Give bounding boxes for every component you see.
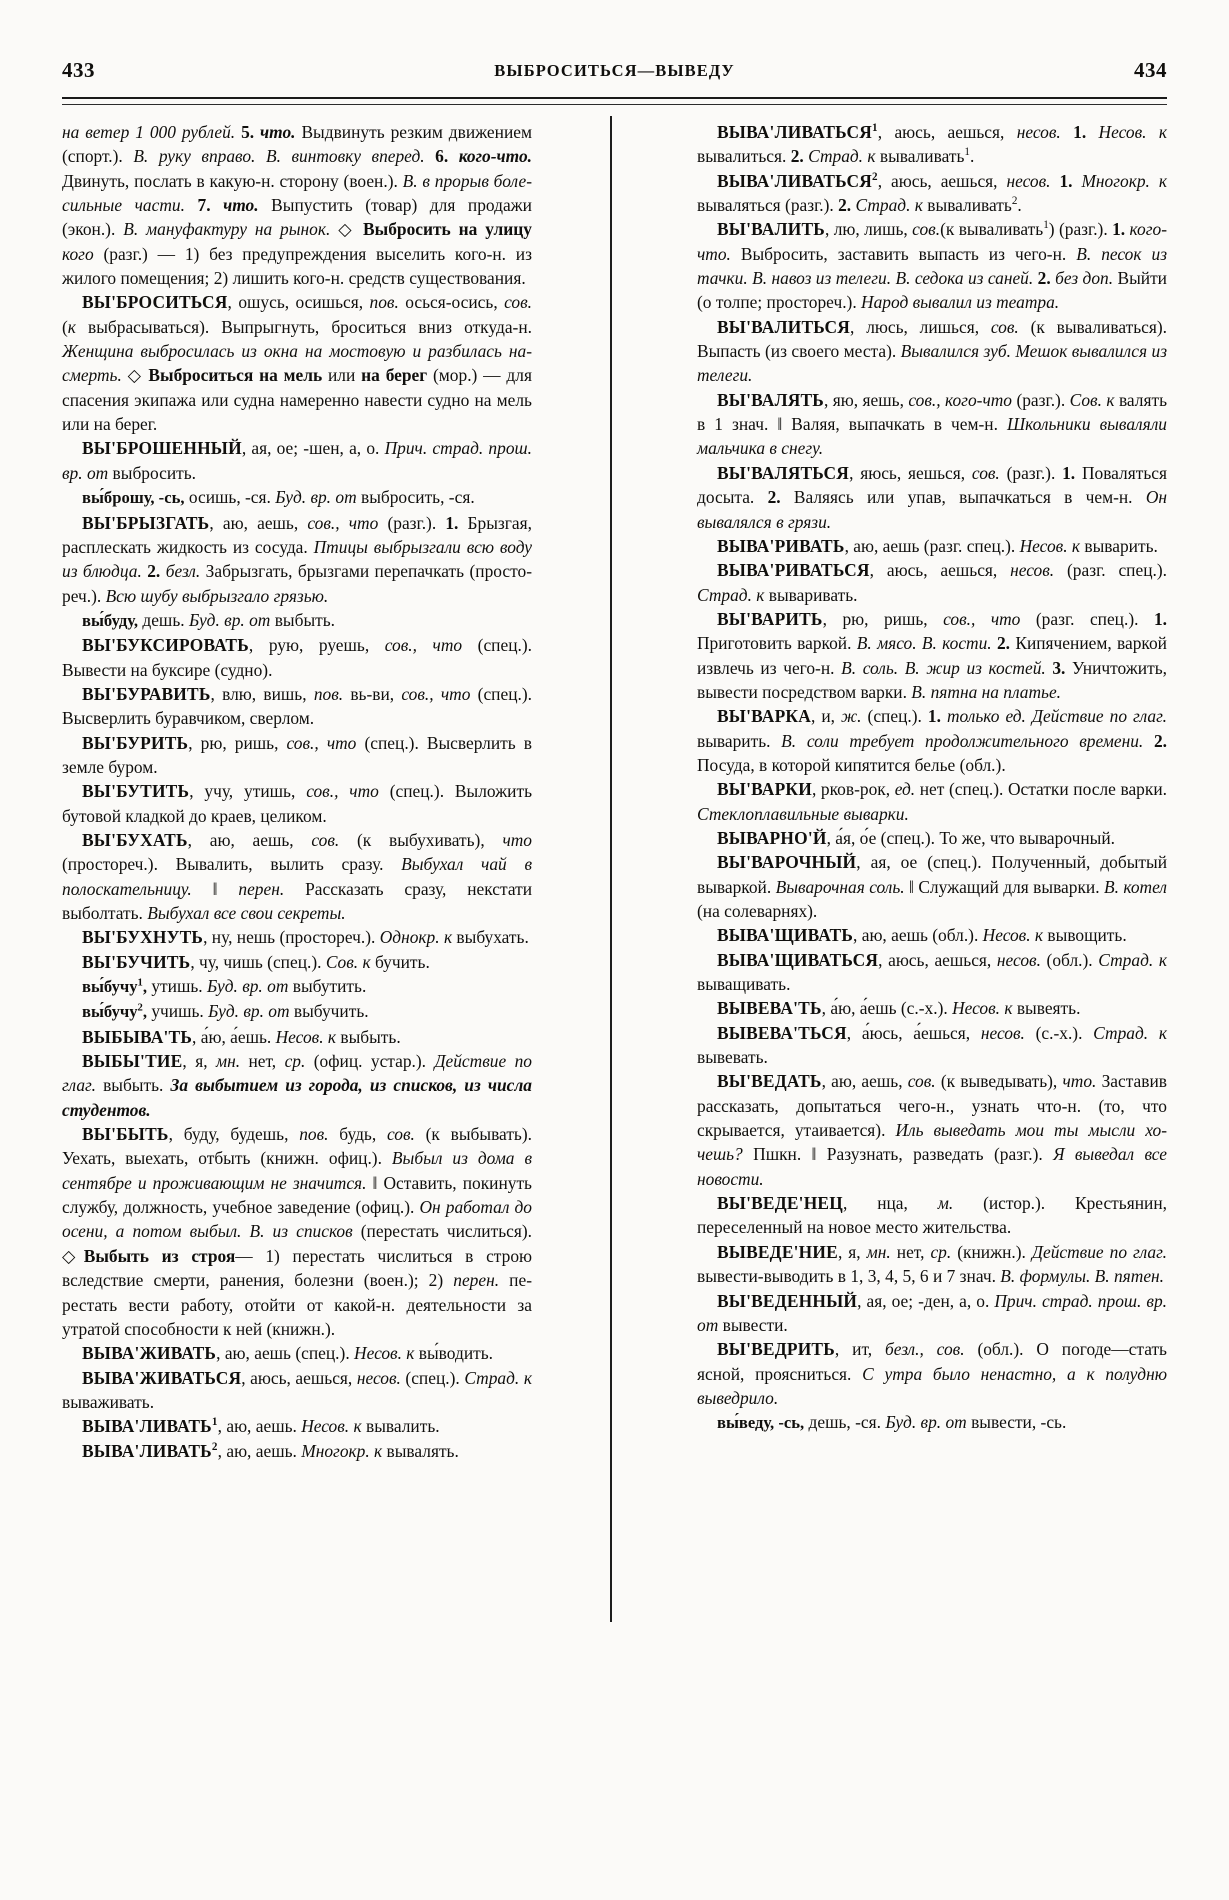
dictionary-entry: ВЫБЫ'ТИЕ, я, мн. нет, ср. (офиц. устар.). Действие по глаг. выбыть. За выбытием из города, из списков, из числа студентов. — [62, 1051, 532, 1120]
running-head: ВЫБРОСИТЬСЯ—ВЫВЕДУ — [494, 61, 735, 80]
page-header — [62, 58, 1167, 92]
column-divider — [532, 120, 697, 1760]
dictionary-entry: ВЫВА'ЖИВАТЬ, аю, аешь (спец.). Несов. к вы́водить. — [82, 1343, 494, 1364]
dictionary-entry: ВЫ'ВАРКИ, рков-рок, ед. нет (спец.). Остатки после варки. Стеклоплавильные выварки. — [697, 779, 1167, 824]
dictionary-entry: ВЫВА'РИВАТЬ, аю, аешь (разг. спец.). Несов. к выварить. — [717, 535, 1158, 556]
dictionary-entry: ВЫВА'ЩИВАТЬСЯ, аюсь, аешься, несов. (обл.). Страд. к выващивать. — [697, 949, 1167, 995]
dictionary-entry: ВЫ'ВАЛЯТЬСЯ, яюсь, яешься, сов. (разг.). 1. Поваляться досыта. 2. Валяясь или упав, выпачкаться в чем-н. Он вывалялся в грязи. — [697, 462, 1168, 532]
dictionary-entry: ВЫ'БУРАВИТЬ, влю, вишь, пов. вь-ви, сов., что (спец.). Высверлить буравчиком, сверлом. — [62, 683, 532, 729]
dictionary-entry: ВЫВЕВА'ТЬ, а́ю, а́ешь (с.-х.). Несов. к вывеять. — [717, 998, 1081, 1019]
dictionary-entry: ВЫ'БРОСИТЬСЯ, ошусь, осишься, пов. осься-осись, сов. (к выбрасываться). Выпрыгнуть, броситься вниз откуда-н. Женщина выбросилась из окна на мостовую и разбилась насмерть. ◇ Выброситься на мель или на берег (мор.) — для спасения экипажа или судна намеренно навести судно на мель или на берег. — [62, 292, 533, 435]
dictionary-entry: ВЫ'ВАЛЯТЬ, яю, яешь, сов., кого-что (разг.). Сов. к валять в 1 знач. ‖ Валяя, выпачкать в чем-н. Школьники вываляли мальчика в снегу. — [697, 389, 1168, 459]
dictionary-entry: ВЫ'ВЕДАТЬ, аю, аешь, сов. (к выведывать), что. Заставив рассказать, допытаться чего-н., узнать что-н. (то, что скрывается, утаивается). Иль выведать мои ты мысли хочешь? Пшкн. ‖ Разузнать, разведать (разг.). Я выведал все новости. — [697, 1071, 1168, 1189]
dictionary-entry: ВЫВА'ЛИВАТЬ$^2$, аю, аешь. Многокр. к вывалять. — [82, 1440, 459, 1461]
dictionary-entry: ВЫ'ВАЛИТЬ, лю, лишь, сов.(к вываливать$^1$) (разг.). 1. кого-что. Выбросить, заставить выпасть из чего-н. В. песок из тачки. В. навоз из телеги. В. седока из саней. 2. без доп. Выйти (о толпе; простореч.). Народ вывалил из театра. — [697, 219, 1167, 313]
folio-right: 434 — [1134, 58, 1167, 82]
dictionary-entry: ВЫ'БЫТЬ, буду, будешь, пов. будь, сов. (к выбывать). Уехать, выехать, отбыть (книжн. офиц.). Выбыл из дома в сентябре и проживающим не значится. ‖ Оставить, покинуть службу, должность, учебное заведение (офиц.). Он работал до осени, а потом выбыл. В. из списков (перестать числиться). ◇Выбыть из строя— 1) перестать числиться в строю вследствие смерти, ранения, болезни (воен.); 2) перен. перестать вести работу, отойти от какой-н. деятельности за утратой способности к ней (книжн.). — [62, 1124, 533, 1339]
dictionary-entry: ВЫ'ВАРОЧНЫЙ, ая, ое (спец.). Полученный, добытый вываркой. Выварочная соль. ‖ Служащий для выварки. В. котел (на солеварнях). — [697, 852, 1167, 921]
dictionary-entry: ВЫВА'ЖИВАТЬСЯ, аюсь, аешься, несов. (спец.). Страд. к вываживать. — [62, 1367, 532, 1412]
dictionary-entry: ВЫВЕДЕ'НИЕ, я, мн. нет, ср. (книжн.). Действие по глаг. вывести-выводить в 1, 3, 4, 5, 6 и 7 знач. В. формулы. В. пятен. — [697, 1241, 1168, 1287]
dictionary-entry: ВЫ'ВАРКА, и, ж. (спец.). 1. только ед. Действие по глаг. выварить. В. соли требует продолжительного времени. 2. Посуда, в которой кипятится белье (обл.). — [697, 706, 1167, 775]
dictionary-entry: ВЫВА'ЛИВАТЬСЯ$^2$, аюсь, аешься, несов. 1. Многокр. к вываляться (разг.). 2. Страд. к вываливать$^2$. — [697, 170, 1167, 216]
header-rule — [62, 97, 1167, 105]
dictionary-entry: ВЫВА'ЛИВАТЬ$^1$, аю, аешь. Несов. к вывалить. — [82, 1416, 440, 1437]
dictionary-entry: вы́бучу$^2$, учишь. Буд. вр. от выбучить. — [82, 1001, 369, 1022]
dictionary-entry: ВЫ'БУЧИТЬ, чу, чишь (спец.). Сов. к бучить. — [82, 951, 430, 972]
dictionary-entry: ВЫВА'РИВАТЬСЯ, аюсь, аешься, несов. (разг. спец.). Страд. к вываривать. — [697, 560, 1167, 605]
dictionary-entry: вы́бучу$^1$, утишь. Буд. вр. от выбутить. — [82, 976, 367, 997]
dictionary-entry: ВЫ'БУРИТЬ, рю, ришь, сов., что (спец.). Высверлить в земле буром. — [62, 732, 532, 777]
dictionary-entry: вы́буду, дешь. Буд. вр. от выбыть. — [82, 609, 336, 630]
dictionary-entry: вы́брошу, -сь, осишь, -ся. Буд. вр. от выбросить, -ся. — [82, 487, 475, 508]
dictionary-entry: ВЫВАРНО'Й, а́я, о́е (спец.). То же, что выварочный. — [717, 827, 1115, 848]
dictionary-entry: вы́веду, -сь, дешь, -ся. Буд. вр. от вывести, -сь. — [717, 1412, 1067, 1433]
dictionary-entry: ВЫВЕВА'ТЬСЯ, а́юсь, а́ешься, несов. (с.-х.). Страд. к вывевать. — [697, 1022, 1167, 1068]
dictionary-entry: ВЫВА'ЛИВАТЬСЯ$^1$, аюсь, аешься, несов. 1. Несов. к вывалиться. 2. Страд. к вываливать$^1$. — [697, 122, 1167, 167]
dictionary-entry: ВЫБЫВА'ТЬ, а́ю, а́ешь. Несов. к выбыть. — [82, 1026, 401, 1047]
dictionary-entry: ВЫ'ВЕДЕ'НЕЦ, нца, м. (истор.). Крестьянин, переселенный на новое место жительства. — [697, 1193, 1167, 1238]
dictionary-entry: ВЫ'ВАЛИТЬСЯ, люсь, лишься, сов. (к вываливаться). Выпасть (из своего места). Вывалился зуб. Мешок вывалился из телеги. — [697, 316, 1168, 386]
folio-left: 433 — [62, 58, 95, 82]
dictionary-entry: ВЫ'ВАРИТЬ, рю, ришь, сов., что (разг. спец.). 1. Приготовить варкой. В. мясо. В. кости. 2. Кипячением, варкой извлечь из чего-н. В. соль. В. жир из костей. 3. Уничтожить, вывести посредством варки. В. пятна на платье. — [697, 608, 1167, 702]
column-container — [62, 120, 1167, 1760]
dictionary-entry: ВЫВА'ЩИВАТЬ, аю, аешь (обл.). Несов. к вывощить. — [717, 925, 1127, 946]
dictionary-entry: ВЫ'БУКСИРОВАТЬ, рую, руешь, сов., что (спец.). Вывести на буксире (судно). — [62, 635, 532, 680]
dictionary-entry: ВЫ'ВЕДЕННЫЙ, ая, ое; -ден, а, о. Прич. страд. прош. вр. от вывести. — [697, 1290, 1167, 1335]
dictionary-entry: ВЫ'БРОШЕННЫЙ, ая, ое; -шен, а, о. Прич. страд. прош. вр. от выбросить. — [62, 438, 532, 483]
dictionary-entry: ВЫ'БУТИТЬ, учу, утишь, сов., что (спец.). Выложить бутовой кладкой до краев, целиком. — [62, 781, 533, 826]
dictionary-entry: на ветер 1 000 рублей. 5. что. Выдвинуть резким движением (спорт.). В. руку вправо. В. винтовку вперед. 6. кого-что. Двинуть, послать в какую-н. сторону (воен.). В. в прорыв болесильные части. 7. что. Выпустить (товар) для продажи (экон.). В. мануфактуру на рынок. ◇ Выбросить на улицу кого (разг.) — 1) без предупреждения выселить кого-н. из жилого помещения; 2) лишить кого-н. средств существования. — [62, 122, 532, 289]
dictionary-entry: ВЫ'ВЕДРИТЬ, ит, безл., сов. (обл.). О погоде—стать ясной, проясниться. С утра было ненастно, а к полудню выведрило. — [697, 1339, 1167, 1408]
left-column — [62, 120, 532, 1760]
right-column — [697, 120, 1167, 1760]
dictionary-entry: ВЫ'БУХАТЬ, аю, аешь, сов. (к выбухивать), что (простореч.). Вывалить, вылить сразу. Выбухал чай в полоскательницу. ‖ перен. Рассказать сразу, некстати выболтать. Выбухал все свои секреты. — [62, 829, 533, 923]
dictionary-entry: ВЫ'БРЫЗГАТЬ, аю, аешь, сов., что (разг.). 1. Брызгая, расплескать жидкость из сосуда. Птицы выбрызгали всю воду из блюдца. 2. безл. Забрызгать, брызгами перепачкать (простореч.). Всю шубу выбрызгало грязью. — [62, 512, 532, 606]
dictionary-entry: ВЫ'БУХНУТЬ, ну, нешь (простореч.). Однокр. к выбухать. — [82, 927, 529, 948]
